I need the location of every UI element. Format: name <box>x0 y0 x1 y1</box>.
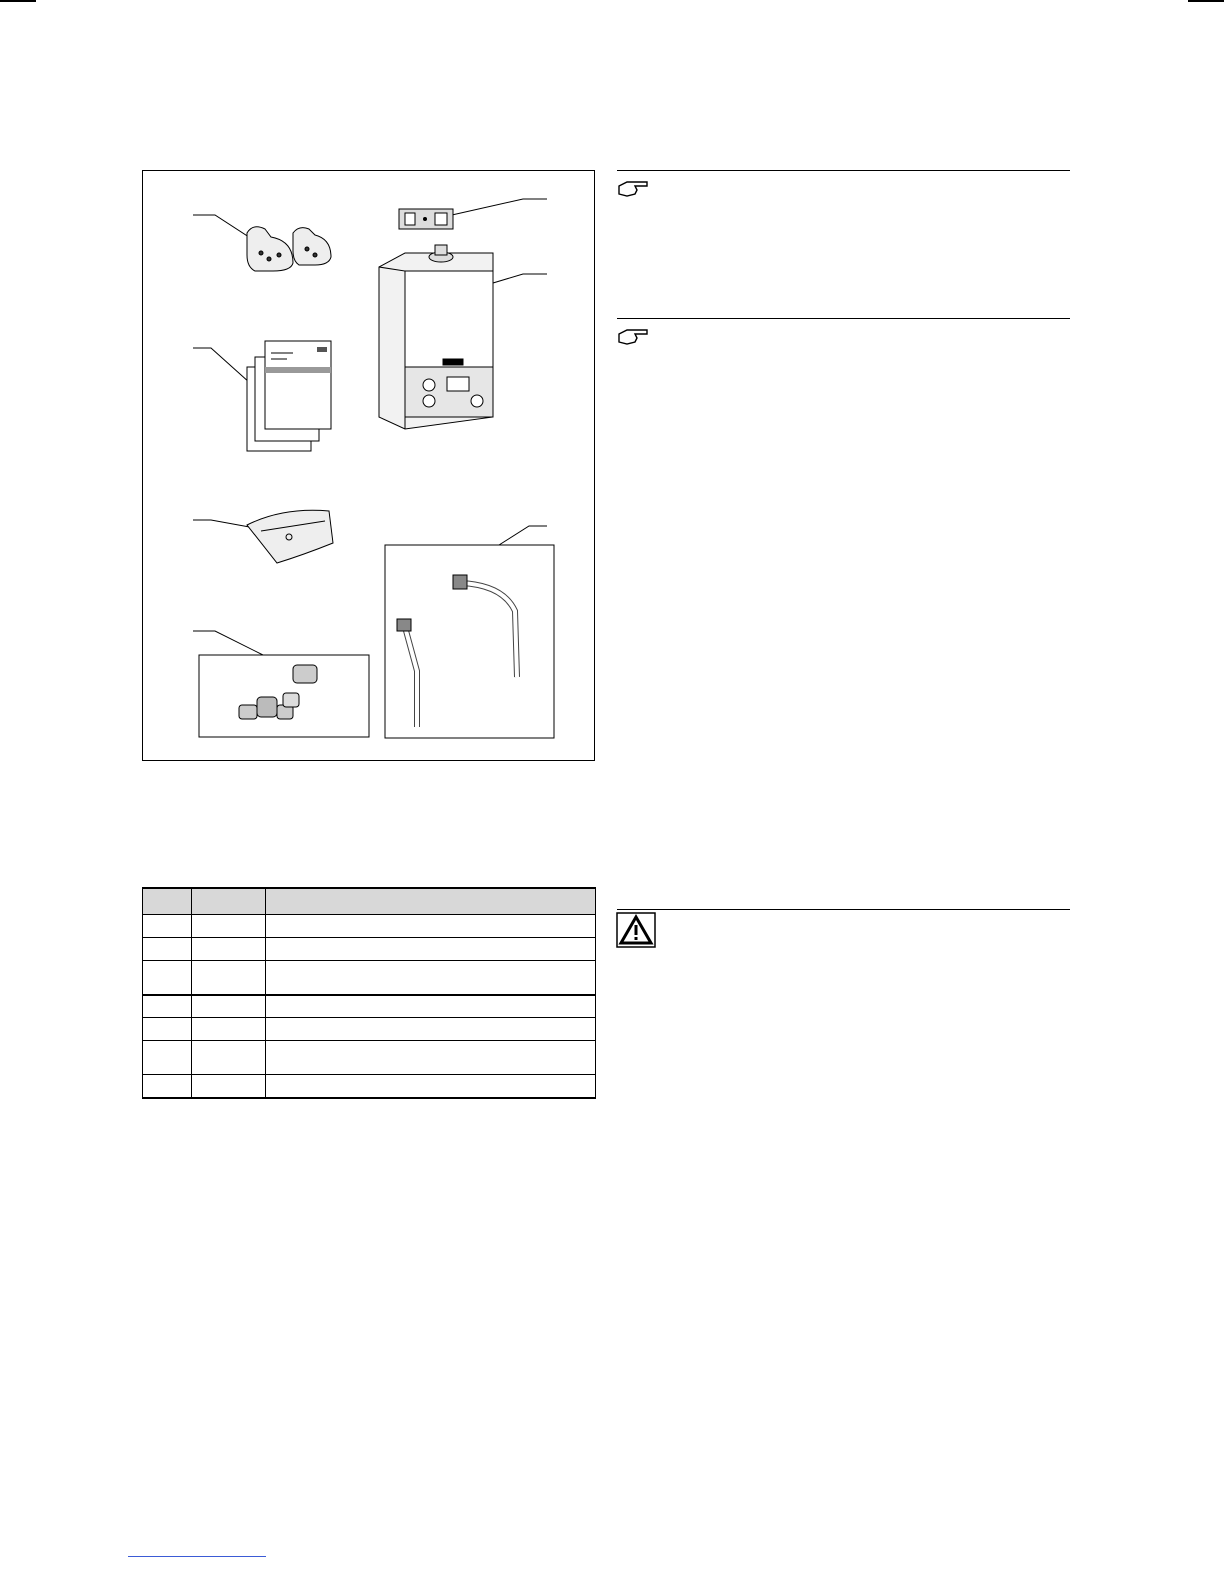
pointing-hand-icon <box>617 326 651 348</box>
column-header <box>192 888 266 915</box>
crop-mark-top-left <box>0 0 36 2</box>
leader-line-6 <box>499 526 547 545</box>
table-cell <box>266 995 596 1018</box>
table-cell <box>266 915 596 938</box>
table-cell <box>143 995 192 1018</box>
table-cell <box>192 961 266 995</box>
table-cell <box>143 961 192 995</box>
table-cell <box>266 1075 596 1098</box>
figure-drawing <box>143 171 596 762</box>
documentation-icon <box>247 341 331 451</box>
scope-of-delivery-table <box>142 887 596 1099</box>
table-row <box>143 961 596 995</box>
leader-line-7 <box>193 631 265 656</box>
warning-triangle-icon <box>616 912 656 948</box>
warning-rule <box>617 909 1070 910</box>
table-cell <box>192 1018 266 1041</box>
table-cell <box>192 938 266 961</box>
table-row <box>143 915 596 938</box>
pointing-hand-icon <box>617 178 651 200</box>
leader-line-1 <box>193 215 255 241</box>
table-cell <box>192 1041 266 1075</box>
table-header-row <box>143 888 596 915</box>
note-2-rule <box>617 318 1070 319</box>
boiler-icon <box>379 245 493 429</box>
column-header <box>266 888 596 915</box>
table-cell <box>143 938 192 961</box>
leader-line-5 <box>193 520 255 528</box>
note-1-rule <box>617 170 1070 171</box>
installation-template-icon <box>247 510 333 563</box>
table-cell <box>143 915 192 938</box>
column-header <box>143 888 192 915</box>
table-row <box>143 938 596 961</box>
table-row <box>143 995 596 1018</box>
mounting-bracket-icon <box>399 209 453 229</box>
table-row <box>143 1075 596 1098</box>
crop-mark-top-right <box>1188 0 1224 2</box>
connection-pipes-box <box>385 545 554 738</box>
footer-link[interactable] <box>128 1556 266 1557</box>
table-cell <box>143 1075 192 1098</box>
table-cell <box>266 1041 596 1075</box>
table-row <box>143 1041 596 1075</box>
scope-of-delivery-figure <box>142 170 595 761</box>
table-cell <box>192 995 266 1018</box>
table-cell <box>192 1075 266 1098</box>
table-row <box>143 1018 596 1041</box>
table-cell <box>266 938 596 961</box>
table-cell <box>192 915 266 938</box>
table-cell <box>266 1018 596 1041</box>
table-cell <box>143 1041 192 1075</box>
leader-line-2 <box>443 199 547 217</box>
valve-kit-box <box>199 655 369 737</box>
fixing-bags-icon <box>247 227 331 271</box>
table-cell <box>266 961 596 995</box>
table-cell <box>143 1018 192 1041</box>
